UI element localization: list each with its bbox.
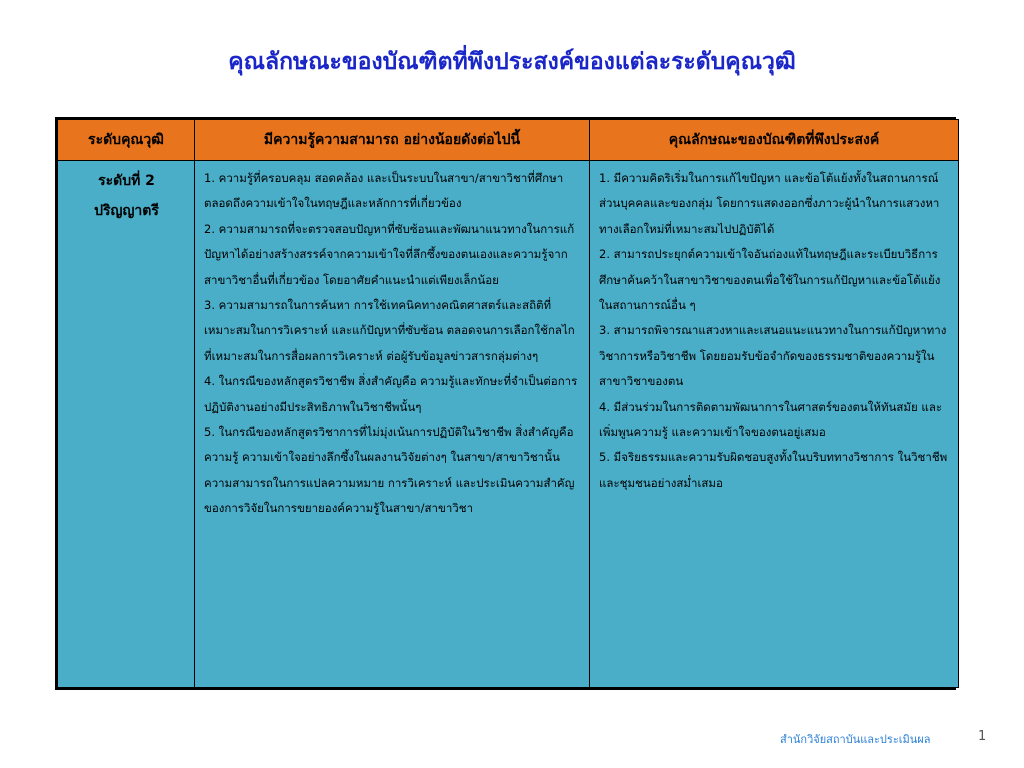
header-graduate-attributes: คุณลักษณะของบัณฑิตที่พึงประสงค์	[590, 120, 959, 161]
level-cell	[58, 161, 195, 688]
level-degree: ปริญญาตรี	[94, 203, 159, 219]
qualification-table-grid	[57, 119, 959, 688]
knowledge-item: 1. ความรู้ที่ครอบคลุม สอดคล้อง และเป็นระบบในสาขา/สาขาวิชาที่ศึกษา ตลอดถึงความเข้าใจในทฤษฎีและหลักการที่เกี่ยวข้อง	[204, 171, 564, 211]
header-qualification-level: ระดับคุณวุฒิ	[58, 120, 195, 161]
table-row	[58, 161, 959, 688]
knowledge-item: 5. ในกรณีของหลักสูตรวิชาการที่ไม่มุ่งเน้นการปฏิบัติในวิชาชีพ สิ่งสำคัญคือ ความรู้ ความเข้าใจอย่างลึกซึ้งในผลงานวิจัยต่างๆ ในสาขา/สาขาวิชานั้น ความสามารถในการแปลความหมาย การวิเคราะห์ และประเมินความสำคัญของการวิจัยในการขยายองค์ความรู้ในสาขา/สาขาวิชา	[204, 425, 575, 516]
page-number: 1	[978, 729, 987, 744]
knowledge-item: 3. ความสามารถในการค้นหา การใช้เทคนิคทางคณิตศาสตร์และสถิติที่เหมาะสมในการวิเคราะห์ และแก้ปัญหาที่ซับซ้อน ตลอดจนการเลือกใช้กลไกที่เหมาะสมในการสื่อผลการวิเคราะห์ ต่อผู้รับข้อมูลข่าวสารกลุ่มต่างๆ	[204, 298, 575, 363]
level-number: ระดับที่ 2	[98, 173, 155, 189]
attribute-item: 5. มีจริยธรรมและความรับผิดชอบสูงทั้งในบริบททางวิชาการ ในวิชาชีพและชุมชนอย่างสม่ำเสมอ	[599, 450, 948, 490]
attribute-item: 3. สามารถพิจารณาแสวงหาและเสนอแนะแนวทางในการแก้ปัญหาทางวิชาการหรือวิชาชีพ โดยยอมรับข้อจำกัดของธรรมชาติของความรู้ในสาขาวิชาของตน	[599, 323, 947, 389]
knowledge-cell	[195, 161, 590, 688]
knowledge-item: 4. ในกรณีของหลักสูตรวิชาชีพ สิ่งสำคัญคือ ความรู้และทักษะที่จำเป็นต่อการปฏิบัติงานอย่างมีประสิทธิภาพในวิชาชีพนั้นๆ	[204, 374, 578, 414]
qualification-table	[55, 117, 956, 690]
footer-office-name: สำนักวิจัยสถาบันและประเมินผล	[780, 733, 931, 746]
slide-title: คุณลักษณะของบัณฑิตที่พึงประสงค์ของแต่ละระดับคุณวุฒิ	[228, 49, 796, 75]
header-knowledge-ability: มีความรู้ความสามารถ อย่างน้อยดังต่อไปนี้	[195, 120, 590, 161]
attribute-item: 1. มีความคิดริเริ่มในการแก้ไขปัญหา และข้อโต้แย้งทั้งในสถานการณ์ส่วนบุคคลและของกลุ่ม โดยการแสดงออกซึ่งภาวะผู้นำในการแสวงหาทางเลือกใหม่ที่เหมาะสมไปปฏิบัติได้	[599, 171, 940, 236]
knowledge-item: 2. ความสามารถที่จะตรวจสอบปัญหาที่ซับซ้อนและพัฒนาแนวทางในการแก้ปัญหาได้อย่างสร้างสรรค์จากความเข้าใจที่ลึกซึ้งของตนเองและความรู้จากสาขาวิชาอื่นที่เกี่ยวข้อง โดยอาศัยคำแนะนำแต่เพียงเล็กน้อย	[204, 221, 575, 287]
attributes-cell	[590, 161, 959, 688]
attribute-item: 4. มีส่วนร่วมในการติดตามพัฒนาการในศาสตร์ของตนให้ทันสมัย และเพิ่มพูนความรู้ และความเข้าใจของตนอยู่เสมอ	[599, 399, 943, 440]
table-header-row	[58, 120, 959, 161]
attribute-item: 2. สามารถประยุกต์ความเข้าใจอันถ่องแท้ในทฤษฎีและระเบียบวิธีการศึกษาค้นคว้าในสาขาวิชาของตนเพื่อใช้ในการแก้ปัญหาและข้อโต้แย้งในสถานการณ์อื่น ๆ	[599, 247, 941, 313]
